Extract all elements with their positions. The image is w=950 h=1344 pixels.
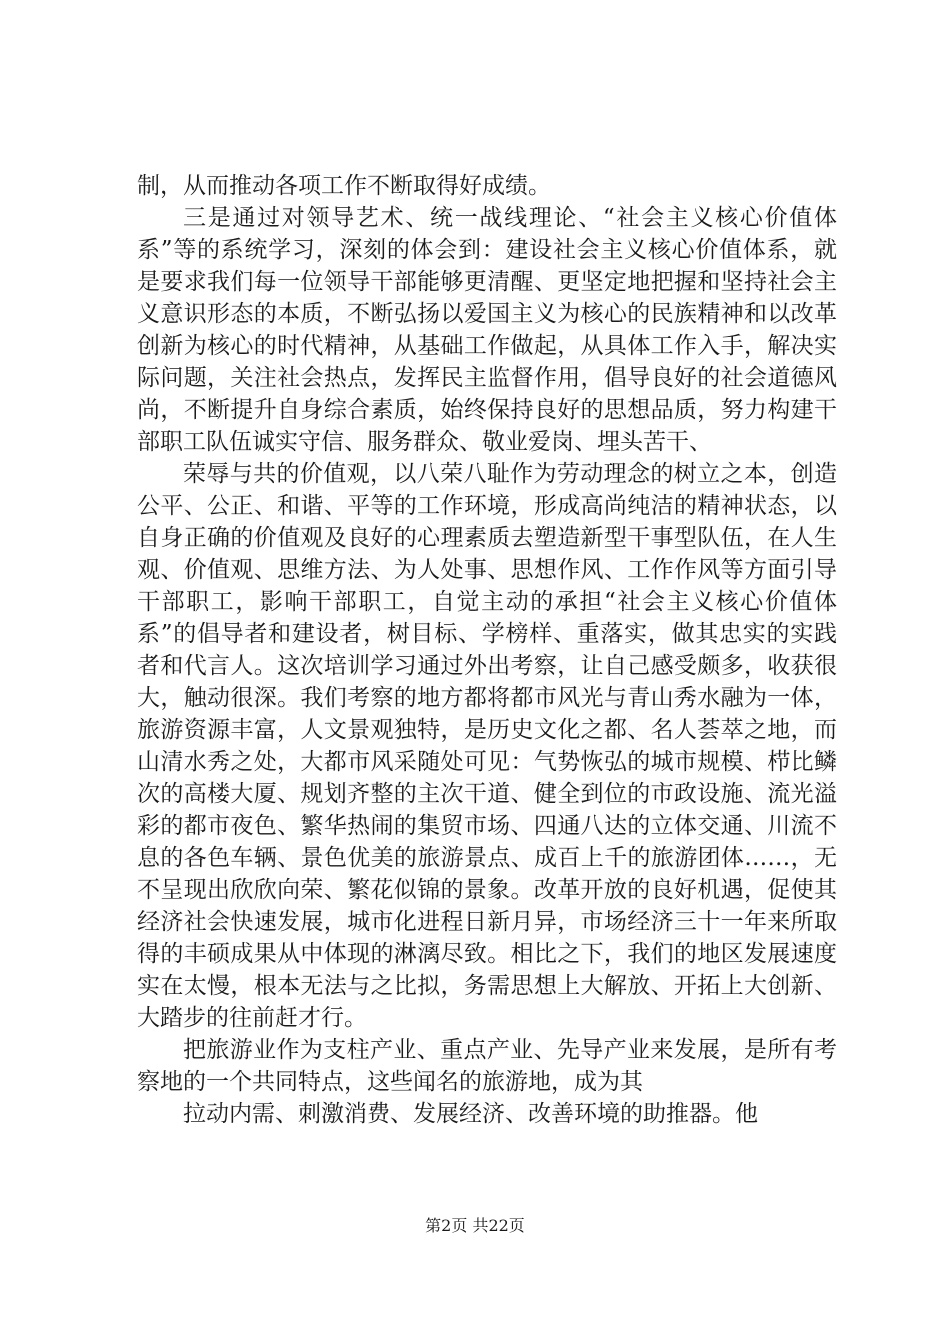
body-text — [137, 170, 837, 1130]
paragraph-4: 把旅游业作为支柱产业、重点产业、先导产业来发展，是所有考察地的一个共同特点，这些闻名的旅游地，成为其 — [137, 1037, 837, 1095]
paragraph-1: 制，从而推动各项工作不断取得好成绩。 — [137, 173, 551, 199]
page-footer: 第2页 共22页 — [425, 1216, 525, 1235]
paragraph-2: 三是通过对领导艺术、统一战线理论、“社会主义核心价值体系”等的系统学习，深刻的体会到：建设社会主义核心价值体系，就是要求我们每一位领导干部能够更清醒、更坚定地把握和坚持社会主义意识形态的本质，不断弘扬以爱国主义为核心的民族精神和以改革创新为核心的时代精神，从基础工作做起，从具体工作入手，解决实际问题，关注社会热点，发挥民主监督作用，倡导良好的社会道德风尚，不断提升自身综合素质，始终保持良好的思想品质，努力构建干部职工队伍诚实守信、服务群众、敬业爱岗、埋头苦干、 — [137, 205, 837, 455]
paragraph-5: 拉动内需、刺激消费、发展经济、改善环境的助推器。他 — [183, 1101, 758, 1127]
paragraph-3: 荣辱与共的价值观，以八荣八耻作为劳动理念的树立之本，创造公平、公正、和谐、平等的工作环境，形成高尚纯洁的精神状态，以自身正确的价值观及良好的心理素质去塑造新型干事型队伍，在人生观、价值观、思维方法、为人处事、思想作风、工作作风等方面引导干部职工，影响干部职工，自觉主动的承担“社会主义核心价值体系”的倡导者和建设者，树目标、学榜样、重落实，做其忠实的实践者和代言人。这次培训学习通过外出考察，让自己感受颇多，收获很大，触动很深。我们考察的地方都将都市风光与青山秀水融为一体，旅游资源丰富，人文景观独特，是历史文化之都、名人荟萃之地，而山清水秀之处，大都市风采随处可见：气势恢弘的城市规模、栉比鳞次的高楼大厦、规划齐整的主次干道、健全到位的市政设施、流光溢彩的都市夜色、繁华热闹的集贸市场、四通八达的立体交通、川流不息的各色车辆、景色优美的旅游景点、成百上千的旅游团体……，无不呈现出欣欣向荣、繁花似锦的景象。改革开放的良好机遇，促使其经济社会快速发展，城市化进程日新月异，市场经济三十一年来所取得的丰硕成果从中体现的淋漓尽致。相比之下，我们的地区发展速度实在太慢，根本无法与之比拟，务需思想上大解放、开拓上大创新、大踏步的往前赶才行。 — [137, 461, 837, 1031]
